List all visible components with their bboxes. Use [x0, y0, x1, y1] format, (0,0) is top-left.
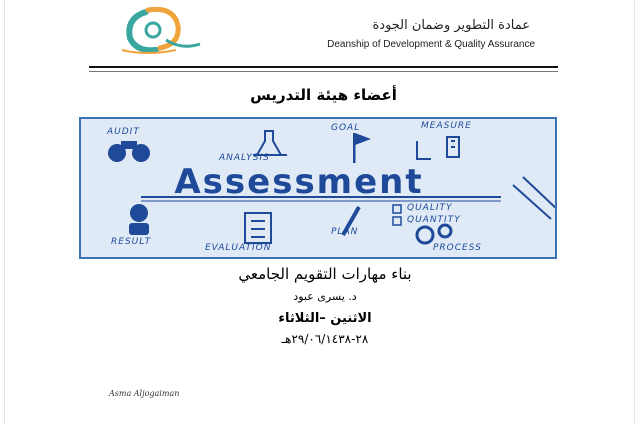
gears-icon [417, 225, 451, 243]
banner-label-goal: GOAL [331, 123, 361, 133]
deanship-logo [116, 4, 204, 56]
banner-label-quantity: QUANTITY [407, 215, 461, 225]
header-divider-thin [89, 71, 558, 72]
presenter-name: د. يسرى عبود [293, 290, 357, 303]
checkbox-icon [393, 205, 401, 225]
banner-label-audit: AUDIT [107, 127, 140, 137]
document-page [4, 0, 635, 424]
author-signature: Asma Aljogaiman [109, 389, 180, 398]
pencil-icon [513, 177, 557, 219]
clipboard-icon [245, 213, 271, 243]
workshop-title: بناء مهارات التقويم الجامعي [238, 265, 412, 283]
flask-icon [253, 131, 287, 155]
banner-label-evaluation: EVALUATION [205, 243, 272, 253]
banner-label-process: PROCESS [433, 243, 482, 253]
logo-mark-icon [116, 4, 204, 56]
person-icon [129, 204, 149, 235]
header-divider-thick [89, 66, 558, 68]
banner-label-quality: QUALITY [407, 203, 453, 213]
banner-label-measure: MEASURE [421, 121, 472, 131]
assessment-banner [79, 117, 557, 259]
english-deanship-title: Deanship of Development & Quality Assurance [327, 39, 535, 50]
banner-label-result: RESULT [111, 237, 152, 247]
binoculars-icon [108, 141, 150, 162]
assessment-word: Assessment [174, 162, 424, 202]
arabic-deanship-title: عمادة التطوير وضمان الجودة [372, 18, 530, 33]
flag-icon [353, 133, 371, 163]
workshop-date: ٢٨-٢٩/٠٦/١٤٣٨هـ [281, 332, 369, 346]
workshop-days: الاثنين –الثلاثاء [278, 311, 372, 326]
banner-label-analysis: ANALYSIS [219, 153, 270, 163]
measure-icon [417, 137, 459, 159]
faculty-heading: أعضاء هيئة التدريس [250, 86, 397, 104]
banner-label-plan: PLAN [331, 227, 359, 237]
